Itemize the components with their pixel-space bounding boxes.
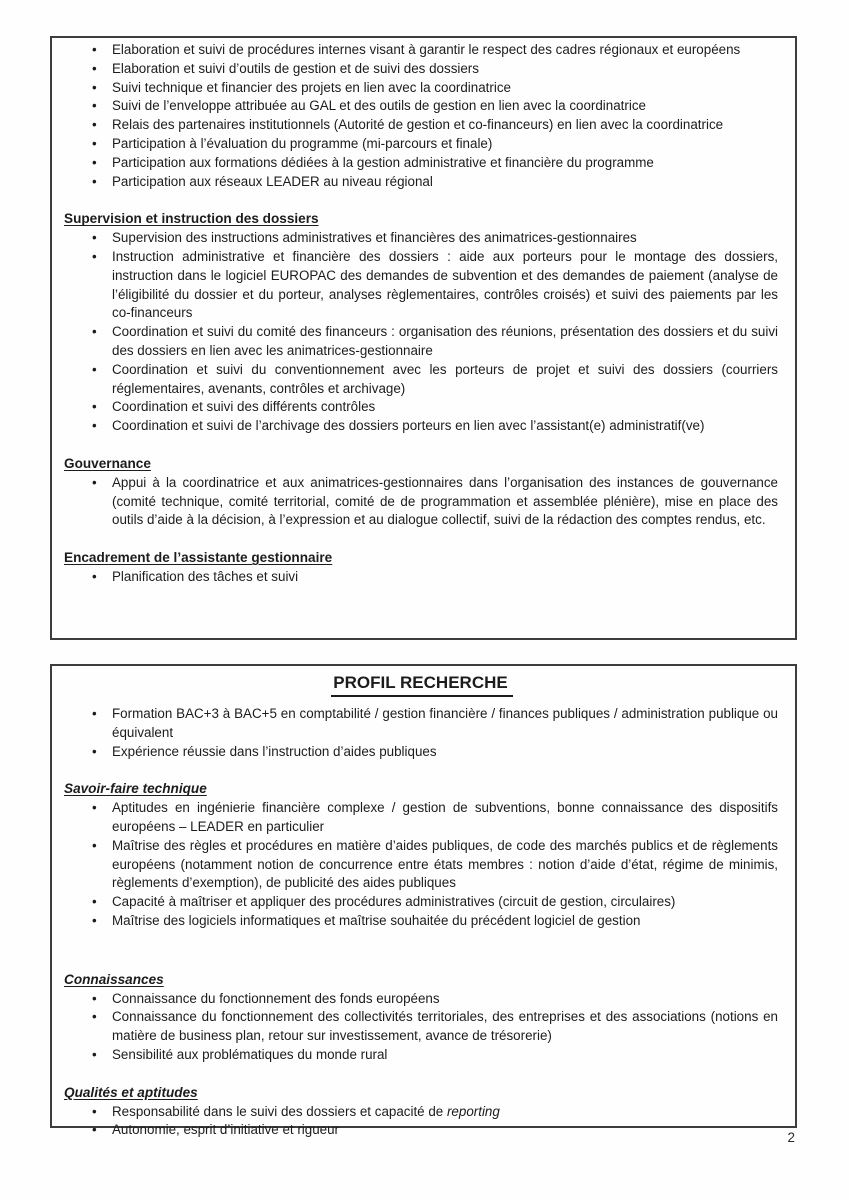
section-bullet-list [64, 799, 780, 931]
bullet-item: • Participation à l’évaluation du programme (mi-parcours et finale) [112, 135, 780, 154]
section-bullet-list [64, 474, 780, 530]
section-heading: Savoir-faire technique [64, 781, 207, 797]
section-bullet-list [64, 568, 780, 587]
bullet-item: • Formation BAC+3 à BAC+5 en comptabilité / gestion financière / finances publiques / administration publique ou équivalent [112, 705, 780, 743]
bullet-item: • Capacité à maîtriser et appliquer des procédures administratives (circuit de gestion, circulaires) [112, 893, 780, 912]
bullet-item: • Coordination et suivi des différents contrôles [112, 398, 780, 417]
bullet-item: • Appui à la coordinatrice et aux animatrices-gestionnaires dans l’organisation des instances de gouvernance (comité technique, comité territorial, comité de de programmation et assemblée plénière), mise en place des outils d’aide à la décision, à l’expression et au dialogue collectif, suivi de la rédaction des comptes rendus, etc. [112, 474, 780, 530]
section-bullet-list [64, 229, 780, 436]
bullet-item: • Supervision des instructions administratives et financières des animatrices-gestionnaires [112, 229, 780, 248]
bullet-item: • Relais des partenaires institutionnels (Autorité de gestion et co-financeurs) en lien avec la coordinatrice [112, 116, 780, 135]
bullet-item: • Elaboration et suivi d’outils de gestion et de suivi des dossiers [112, 60, 780, 79]
italic-text: reporting [446, 1103, 500, 1119]
bullet-item: • Participation aux formations dédiées à la gestion administrative et financière du programme [112, 154, 780, 173]
bullet-item: • Connaissance du fonctionnement des fonds européens [112, 990, 780, 1009]
bullet-item: • Maîtrise des règles et procédures en matière d’aides publiques, de code des marchés publics et de règlements européens (notamment notion de concurrence entre états membres : notion d’aide d’état, régime de minimis, règlements d’exemption), de publicité des aides publiques [112, 837, 780, 893]
bullet-item: • Maîtrise des logiciels informatiques et maîtrise souhaitée du précédent logiciel de gestion [112, 912, 780, 931]
missions-intro-bullet-list [64, 41, 780, 191]
bullet-item: • Coordination et suivi de l’archivage des dossiers porteurs en lien avec l’assistant(e) administratif(ve) [112, 417, 780, 436]
bullet-item: • Instruction administrative et financière des dossiers : aide aux porteurs pour le montage des dossiers, instruction dans le logiciel EUROPAC des demandes de subvention et des demandes de paiement (analyse de l’éligibilité du dossier et du porteur, analyses règlementaires, contrôles croisés) et suivi des paiements par les co-financeurs [112, 248, 780, 323]
section-bullet-list [64, 990, 780, 1065]
bullet-item: • Responsabilité dans le suivi des dossiers et capacité de reporting [112, 1103, 780, 1122]
bullet-item: • Suivi de l’enveloppe attribuée au GAL et des outils de gestion en lien avec la coordinatrice [112, 97, 780, 116]
profil-title-row [64, 672, 780, 697]
section-heading: Connaissances [64, 971, 164, 987]
bullet-item: • Sensibilité aux problématiques du monde rural [112, 1046, 780, 1065]
section-bullet-list [64, 1103, 780, 1141]
missions-sections [64, 210, 780, 586]
bullet-item: • Connaissance du fonctionnement des collectivités territoriales, des entreprises et des associations (notions en matière de business plan, retour sur investissement, avance de trésorerie) [112, 1008, 780, 1046]
profil-title: PROFIL RECHERCHE [331, 672, 512, 697]
section-heading: Qualités et aptitudes [64, 1084, 198, 1100]
profile-box [50, 664, 797, 1138]
section-heading: Gouvernance [64, 455, 151, 471]
profile-intro-bullet-list [64, 705, 780, 761]
section-heading: Encadrement de l’assistante gestionnaire [64, 550, 333, 566]
profile-sections [64, 780, 780, 1140]
section-heading: Supervision et instruction des dossiers [64, 211, 319, 227]
bullet-item: • Expérience réussie dans l’instruction d’aides publiques [112, 743, 780, 762]
bullet-item: • Coordination et suivi du conventionnement avec les porteurs de projet et suivi des dossiers (courriers réglementaires, avenants, contrôles et archivage) [112, 361, 780, 399]
bullet-item: • Suivi technique et financier des projets en lien avec la coordinatrice [112, 79, 780, 98]
bullet-item: • Elaboration et suivi de procédures internes visant à garantir le respect des cadres régionaux et européens [112, 41, 780, 60]
bullet-item: • Aptitudes en ingénierie financière complexe / gestion de subventions, bonne connaissance des dispositifs européens – LEADER en particulier [112, 799, 780, 837]
missions-box [50, 36, 797, 640]
bullet-item: • Autonomie, esprit d’initiative et rigueur [112, 1121, 780, 1140]
bullet-item: • Coordination et suivi du comité des financeurs : organisation des réunions, présentation des dossiers et du suivi des dossiers en lien avec les animatrices-gestionnaire [112, 323, 780, 361]
bullet-item: • Participation aux réseaux LEADER au niveau régional [112, 173, 780, 192]
bullet-item: • Planification des tâches et suivi [112, 568, 780, 587]
page-number: 2 [787, 1130, 795, 1145]
